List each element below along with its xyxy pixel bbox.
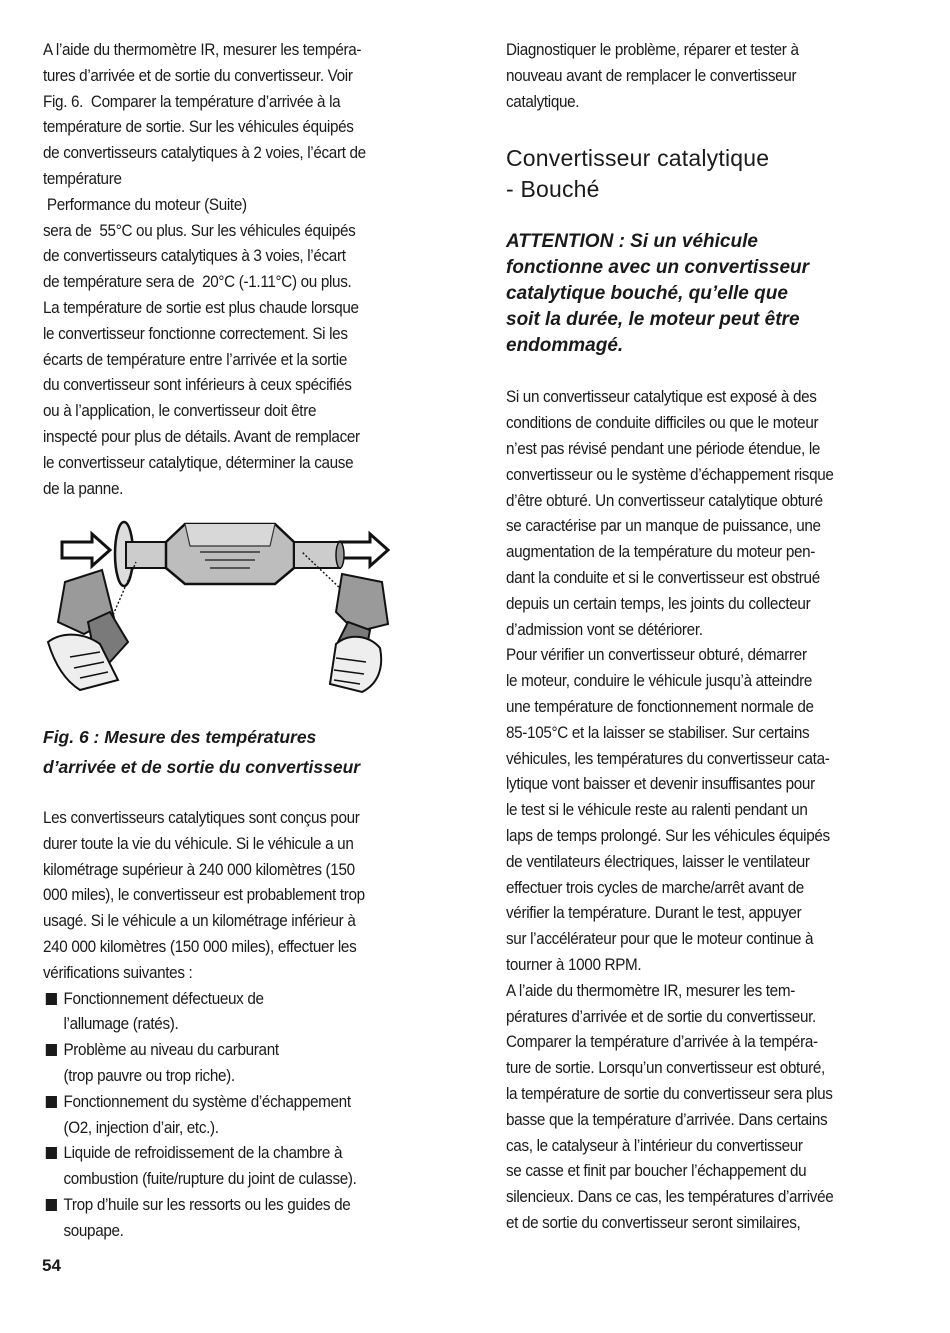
intro-paragraph — [43, 38, 415, 502]
text-line: le test si le véhicule reste au ralenti pendant un — [506, 801, 808, 820]
text-line: nouveau avant de remplacer le convertisseur — [506, 66, 797, 85]
text-line: Les convertisseurs catalytiques sont conçus pour — [43, 809, 360, 827]
text-line: durer toute la vie du véhicule. Si le véhicule a un — [43, 834, 354, 853]
text-line: la température de sortie du convertisseur sera plus — [506, 1084, 833, 1103]
text-line: 240 000 kilomètres (150 000 miles), effectuer les — [43, 937, 357, 956]
check-line: Trop d’huile sur les ressorts ou les guides de — [63, 1195, 351, 1214]
text-line: usagé. Si le véhicule a un kilométrage inférieur à — [43, 912, 356, 931]
check-line: Problème au niveau du carburant — [63, 1041, 279, 1060]
section-heading — [506, 143, 886, 205]
check-line: (trop pauvre ou trop riche). — [63, 1066, 235, 1085]
clogged-converter-paragraph — [506, 385, 887, 1236]
lifespan-paragraph — [43, 806, 415, 1245]
warning-line: catalytique bouché, qu’elle que — [506, 283, 788, 305]
text-line: de température sera de 20°C (-1.11°C) ou plus. — [43, 273, 352, 292]
text-line: Pour vérifier un convertisseur obturé, démarrer — [506, 646, 807, 665]
check-line: Fonctionnement défectueux de — [63, 989, 264, 1008]
heading-line: Convertisseur catalytique — [506, 145, 770, 172]
text-line: se casse et finit par boucher l’échappement du — [506, 1162, 807, 1181]
inlet-arrow-icon — [62, 534, 110, 566]
text-line: Performance du moteur (Suite) — [43, 195, 247, 214]
text-line: du convertisseur sont inférieurs à ceux spécifiés — [43, 376, 352, 395]
heading-line: - Bouché — [506, 176, 600, 203]
check-line: soupape. — [63, 1221, 124, 1240]
text-line: de la panne. — [43, 479, 124, 498]
attention-warning — [506, 229, 886, 359]
square-bullet-icon — [46, 1096, 57, 1108]
text-line: augmentation de la température du moteur pen- — [506, 543, 816, 562]
text-line: 85-105°C et la laisser se stabiliser. Sur certains — [506, 723, 810, 742]
text-line: sera de 55°C ou plus. Sur les véhicules équipés — [43, 221, 356, 240]
converter-measurement-illustration — [40, 512, 405, 702]
text-line: Comparer la température d’arrivée à la tempéra- — [506, 1033, 818, 1052]
text-line: le moteur, conduire le véhicule jusqu’à atteindre — [506, 672, 813, 691]
text-line: laps de temps prolongé. Sur les véhicules équipés — [506, 826, 830, 845]
text-line: température — [43, 169, 122, 188]
text-line: n’est pas révisé pendant une période étendue, le — [506, 439, 821, 458]
square-bullet-icon — [46, 1147, 57, 1159]
left-column — [43, 38, 415, 502]
figure-converter-illustration — [40, 512, 405, 702]
text-line: le convertisseur catalytique, déterminer la cause — [43, 453, 354, 472]
text-line: Diagnostiquer le problème, réparer et tester à — [506, 41, 799, 59]
lifespan-section — [43, 806, 443, 1245]
warning-line: fonctionne avec un convertisseur — [506, 257, 810, 279]
text-line: catalytique. — [506, 92, 580, 111]
check-item — [43, 1090, 415, 1142]
text-line: température de sortie. Sur les véhicules équipés — [43, 118, 354, 137]
text-line: effectuer trois cycles de marche/arrêt avant de — [506, 878, 804, 897]
text-line: pératures d’arrivée et de sortie du convertisseur. — [506, 1007, 816, 1026]
text-line: cas, le catalyseur à l’intérieur du convertisseur — [506, 1136, 803, 1155]
check-line: (O2, injection d’air, etc.). — [63, 1118, 219, 1137]
square-bullet-icon — [46, 1199, 57, 1211]
text-line: A l’aide du thermomètre IR, mesurer les tempéra- — [43, 41, 362, 59]
text-line: ou à l’application, le convertisseur doit être — [43, 402, 317, 421]
text-line: convertisseur ou le système d’échappement risque — [506, 465, 834, 484]
square-bullet-icon — [46, 993, 57, 1005]
left-ir-thermometer-icon — [48, 570, 128, 690]
diagnose-paragraph — [506, 38, 887, 115]
text-line: lytique vont baisser et devenir insuffisantes pour — [506, 775, 815, 794]
warning-line: soit la durée, le moteur peut être — [506, 309, 800, 331]
text-line: d’être obturé. Un convertisseur catalytique obturé — [506, 491, 823, 510]
right-ir-thermometer-icon — [330, 574, 388, 692]
text-line: de convertisseurs catalytiques à 2 voies, l’écart de — [43, 144, 366, 163]
check-line: combustion (fuite/rupture du joint de culasse). — [63, 1170, 357, 1189]
check-line: l’allumage (ratés). — [63, 1015, 179, 1034]
text-line: vérifications suivantes : — [43, 963, 193, 982]
caption-line: Fig. 6 : Mesure des températures — [43, 727, 317, 747]
text-line: tures d’arrivée et de sortie du convertisseur. Voir — [43, 66, 353, 85]
text-line: se caractérise par un manque de puissance, une — [506, 517, 821, 536]
text-line: basse que la température d’arrivée. Dans certains — [506, 1110, 828, 1129]
square-bullet-icon — [46, 1044, 57, 1056]
caption-line: d’arrivée et de sortie du convertisseur — [43, 757, 361, 777]
check-item — [43, 1038, 415, 1090]
check-item — [43, 1193, 415, 1245]
warning-line: endommagé. — [506, 335, 624, 357]
text-line: A l’aide du thermomètre IR, mesurer les tem- — [506, 981, 795, 1000]
text-line: silencieux. Dans ce cas, les températures d’arrivée — [506, 1188, 834, 1207]
text-line: Si un convertisseur catalytique est exposé à des — [506, 388, 817, 407]
text-line: dant la conduite et si le convertisseur est obstrué — [506, 568, 820, 587]
text-line: kilométrage supérieur à 240 000 kilomètres (150 — [43, 860, 355, 879]
page-number: 54 — [42, 1256, 61, 1275]
text-line: d’admission vont se détériorer. — [506, 620, 703, 639]
warning-line: ATTENTION : Si un véhicule — [506, 231, 758, 253]
text-line: et de sortie du convertisseur seront similaires, — [506, 1213, 801, 1232]
figure-caption — [43, 722, 423, 782]
text-line: La température de sortie est plus chaude lorsque — [43, 298, 359, 317]
text-line: une température de fonctionnement normale de — [506, 697, 814, 716]
text-line: de ventilateurs électriques, laisser le ventilateur — [506, 852, 810, 871]
text-line: ture de sortie. Lorsqu’un convertisseur est obturé, — [506, 1059, 825, 1078]
text-line: inspecté pour plus de détails. Avant de remplacer — [43, 427, 360, 446]
text-line: Fig. 6. Comparer la température d’arrivée à la — [43, 92, 341, 111]
check-item — [43, 1141, 415, 1193]
text-line: tourner à 1000 RPM. — [506, 955, 642, 974]
check-line: Fonctionnement du système d’échappement — [63, 1092, 351, 1111]
check-line: Liquide de refroidissement de la chambre à — [63, 1144, 343, 1163]
text-line: 000 miles), le convertisseur est probablement trop — [43, 886, 365, 905]
text-line: véhicules, les températures du convertisseur cata- — [506, 749, 830, 768]
text-line: de convertisseurs catalytiques à 3 voies, l’écart — [43, 247, 346, 266]
right-column — [506, 38, 886, 1237]
text-line: depuis un certain temps, les joints du collecteur — [506, 594, 811, 613]
outlet-arrow-icon — [340, 534, 388, 566]
text-line: vérifier la température. Durant le test, appuyer — [506, 904, 802, 923]
check-item — [43, 987, 415, 1039]
text-line: le convertisseur fonctionne correctement. Si les — [43, 324, 348, 343]
text-line: sur l’accélérateur pour que le moteur continue à — [506, 930, 814, 949]
text-line: conditions de conduite difficiles ou que le moteur — [506, 414, 819, 433]
catalytic-converter-drawing — [115, 522, 344, 586]
text-line: écarts de température entre l’arrivée et la sortie — [43, 350, 347, 369]
